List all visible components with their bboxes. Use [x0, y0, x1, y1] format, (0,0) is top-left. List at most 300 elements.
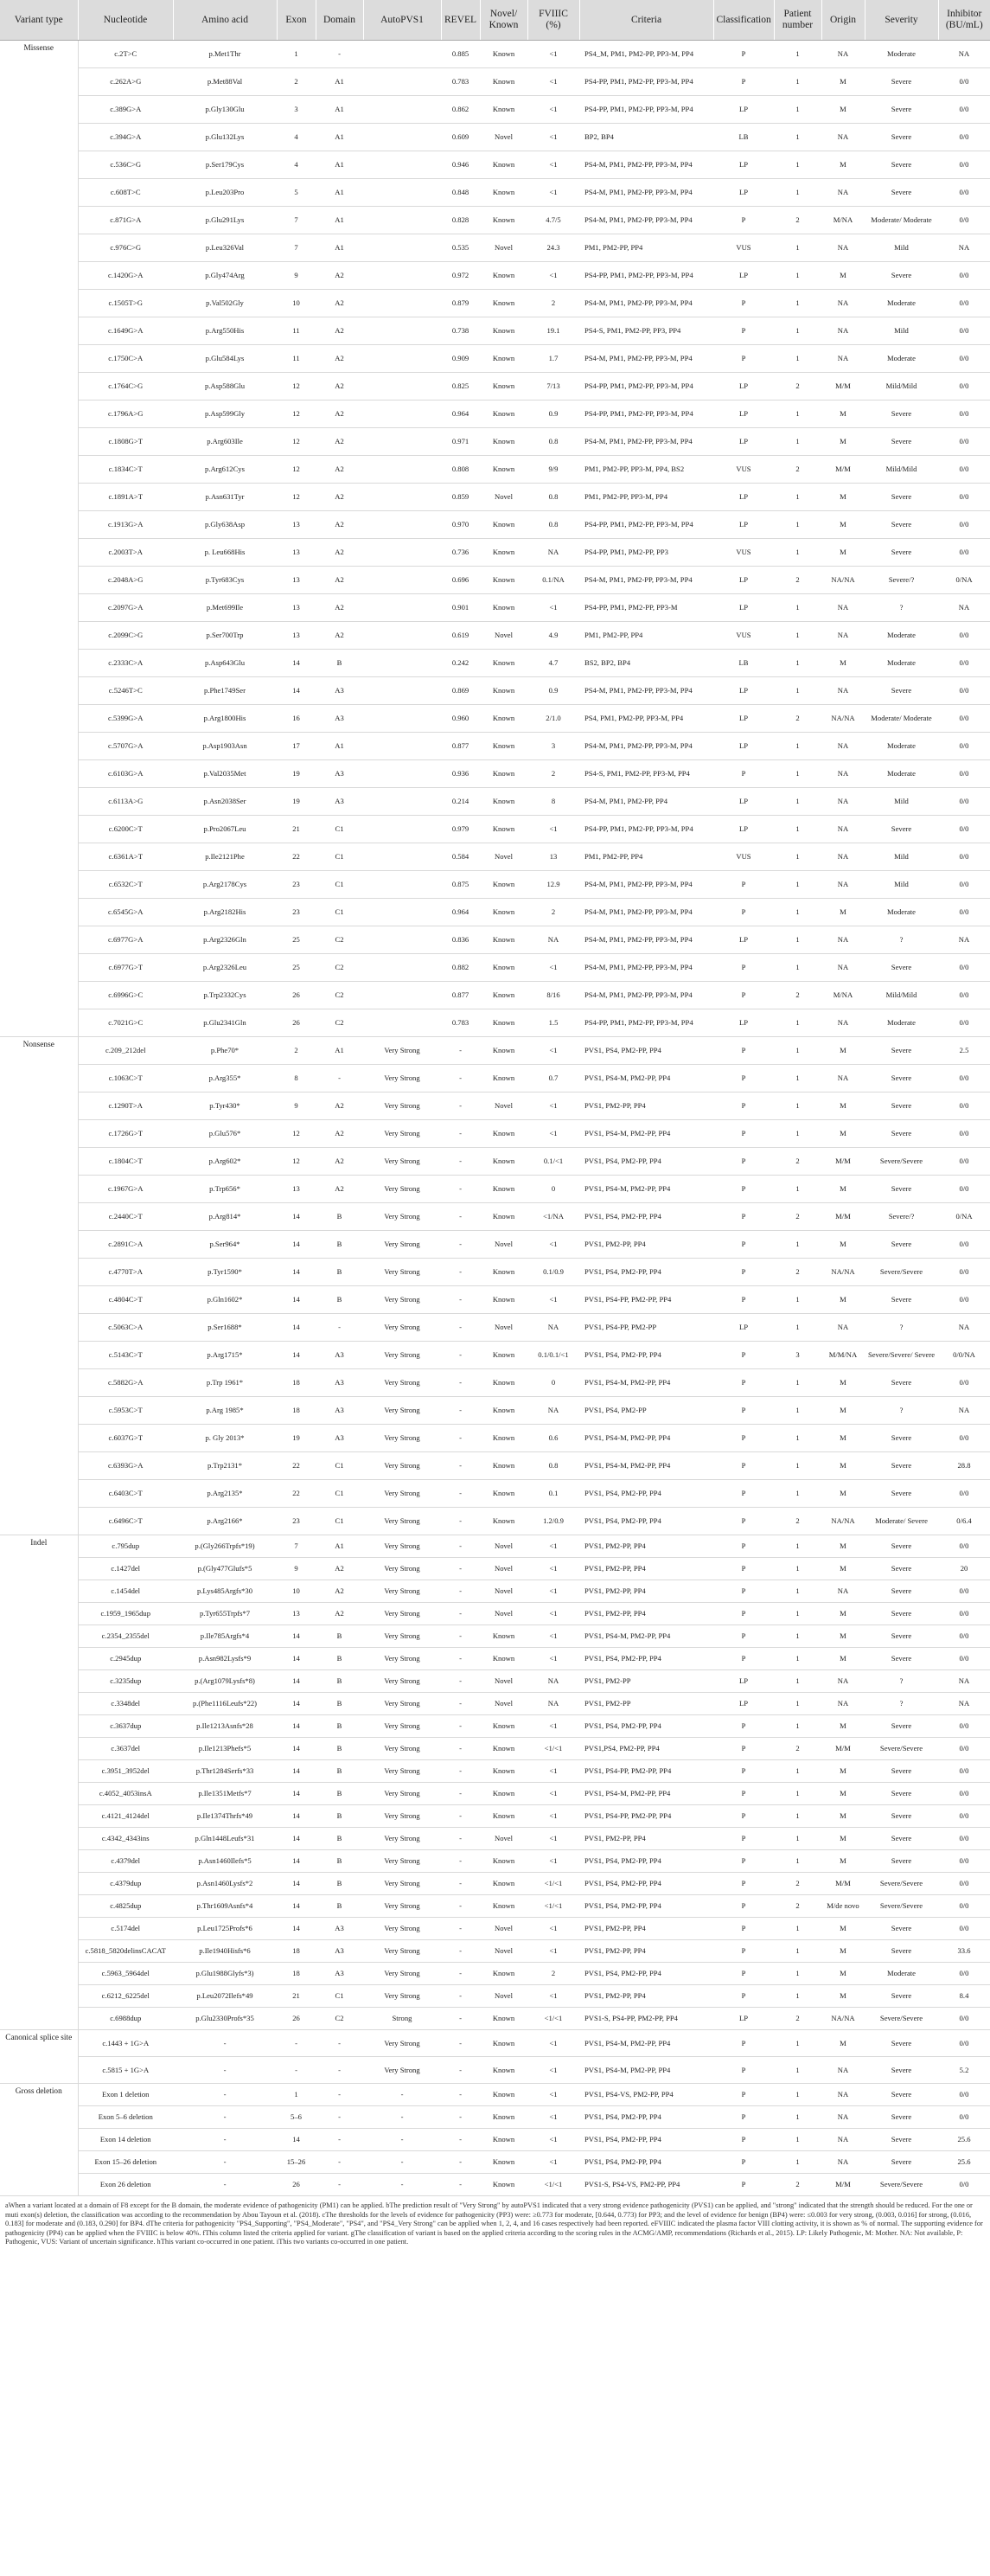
nucleotide-cell: c.1913G>A: [78, 511, 173, 539]
severity-cell: Severe: [865, 1452, 938, 1480]
table-row: [0, 262, 990, 290]
nucleotide-cell: c.6113A>G: [78, 788, 173, 816]
revel-cell: 0.964: [441, 400, 480, 428]
table-row: [0, 1715, 990, 1738]
fviiic-cell: 0.1: [527, 1480, 579, 1508]
fviiic-cell: <1: [527, 2084, 579, 2106]
amino-acid-cell: p.Leu326Val: [173, 234, 277, 262]
table-row: [0, 2106, 990, 2129]
criteria-cell: PVS1, PS4-PP, PM2-PP, PP4: [579, 1286, 713, 1314]
exon-cell: 23: [277, 1508, 316, 1535]
patient-number-cell: 2: [774, 456, 821, 484]
fviiic-cell: 2: [527, 290, 579, 317]
classification-cell: P: [713, 2129, 774, 2151]
severity-cell: Moderate/ Moderate: [865, 705, 938, 733]
novel-known-cell: Novel: [480, 1580, 527, 1603]
column-header: Variant type: [0, 0, 78, 41]
domain-cell: A2: [316, 1558, 363, 1580]
autopvs1-cell: Very Strong: [363, 1985, 441, 2008]
origin-cell: M: [821, 1425, 865, 1452]
inhibitor-cell: 25.6: [938, 2151, 990, 2174]
revel-cell: -: [441, 2151, 480, 2174]
autopvs1-cell: Very Strong: [363, 1369, 441, 1397]
classification-cell: P: [713, 1940, 774, 1963]
severity-cell: ?: [865, 1670, 938, 1693]
autopvs1-cell: -: [363, 2106, 441, 2129]
patient-number-cell: 1: [774, 317, 821, 345]
patient-number-cell: 1: [774, 677, 821, 705]
revel-cell: 0.882: [441, 954, 480, 982]
novel-known-cell: Known: [480, 290, 527, 317]
domain-cell: A2: [316, 373, 363, 400]
nucleotide-cell: c.209_212del: [78, 1037, 173, 1065]
patient-number-cell: 1: [774, 733, 821, 760]
novel-known-cell: Known: [480, 1452, 527, 1480]
novel-known-cell: Known: [480, 179, 527, 207]
patient-number-cell: 1: [774, 1648, 821, 1670]
severity-cell: Mild/Mild: [865, 456, 938, 484]
autopvs1-cell: Very Strong: [363, 1425, 441, 1452]
table-row: [0, 1828, 990, 1850]
severity-cell: Severe: [865, 2151, 938, 2174]
fviiic-cell: <1: [527, 1985, 579, 2008]
autopvs1-cell: [363, 124, 441, 151]
domain-cell: B: [316, 1286, 363, 1314]
fviiic-cell: 0: [527, 1176, 579, 1203]
amino-acid-cell: -: [173, 2057, 277, 2084]
patient-number-cell: 1: [774, 1940, 821, 1963]
inhibitor-cell: 0/0: [938, 400, 990, 428]
fviiic-cell: <1: [527, 1120, 579, 1148]
fviiic-cell: <1/NA: [527, 1203, 579, 1231]
amino-acid-cell: p.Asn631Tyr: [173, 484, 277, 511]
amino-acid-cell: p.Glu2341Gln: [173, 1009, 277, 1037]
criteria-cell: PS4-S, PM1, PM2-PP, PP3, PP4: [579, 317, 713, 345]
revel-cell: -: [441, 1873, 480, 1895]
patient-number-cell: 2: [774, 705, 821, 733]
patient-number-cell: 1: [774, 1760, 821, 1783]
exon-cell: 9: [277, 1093, 316, 1120]
fviiic-cell: NA: [527, 1314, 579, 1342]
origin-cell: NA: [821, 2057, 865, 2084]
revel-cell: -: [441, 1259, 480, 1286]
severity-cell: Moderate: [865, 290, 938, 317]
nucleotide-cell: c.4770T>A: [78, 1259, 173, 1286]
domain-cell: A1: [316, 96, 363, 124]
inhibitor-cell: 0/0: [938, 1120, 990, 1148]
classification-cell: P: [713, 1918, 774, 1940]
classification-cell: VUS: [713, 539, 774, 567]
inhibitor-cell: NA: [938, 1693, 990, 1715]
origin-cell: NA/NA: [821, 705, 865, 733]
revel-cell: -: [441, 1760, 480, 1783]
exon-cell: 14: [277, 677, 316, 705]
severity-cell: Severe: [865, 1985, 938, 2008]
novel-known-cell: Known: [480, 1715, 527, 1738]
criteria-cell: PVS1, PS4, PM2-PP, PP4: [579, 1648, 713, 1670]
amino-acid-cell: p.Asn2038Ser: [173, 788, 277, 816]
origin-cell: M/M: [821, 1148, 865, 1176]
fviiic-cell: <1: [527, 96, 579, 124]
nucleotide-cell: c.2440C>T: [78, 1203, 173, 1231]
nucleotide-cell: c.795dup: [78, 1535, 173, 1558]
criteria-cell: PS4-PP, PM1, PM2-PP, PP3-M, PP4: [579, 262, 713, 290]
origin-cell: M: [821, 650, 865, 677]
revel-cell: -: [441, 1342, 480, 1369]
origin-cell: M: [821, 1037, 865, 1065]
exon-cell: 14: [277, 1873, 316, 1895]
nucleotide-cell: c.3951_3952del: [78, 1760, 173, 1783]
severity-cell: Mild: [865, 843, 938, 871]
novel-known-cell: Known: [480, 207, 527, 234]
inhibitor-cell: 0/0: [938, 677, 990, 705]
criteria-cell: PVS1, PS4-M, PM2-PP, PP4: [579, 1625, 713, 1648]
patient-number-cell: 1: [774, 179, 821, 207]
origin-cell: M: [821, 1231, 865, 1259]
nucleotide-cell: c.1804C>T: [78, 1148, 173, 1176]
classification-cell: P: [713, 760, 774, 788]
novel-known-cell: Novel: [480, 1314, 527, 1342]
fviiic-cell: <1: [527, 1535, 579, 1558]
table-row: [0, 1670, 990, 1693]
revel-cell: -: [441, 1895, 480, 1918]
inhibitor-cell: 5.2: [938, 2057, 990, 2084]
severity-cell: Severe: [865, 2084, 938, 2106]
fviiic-cell: 0.1/NA: [527, 567, 579, 594]
amino-acid-cell: p.Ile1213Asnfs*28: [173, 1715, 277, 1738]
table-row: [0, 1535, 990, 1558]
exon-cell: 14: [277, 1342, 316, 1369]
domain-cell: A3: [316, 1369, 363, 1397]
table-row: [0, 1760, 990, 1783]
novel-known-cell: Known: [480, 68, 527, 96]
classification-cell: VUS: [713, 622, 774, 650]
severity-cell: Severe: [865, 400, 938, 428]
criteria-cell: PVS1, PS4, PM2-PP, PP4: [579, 1715, 713, 1738]
revel-cell: -: [441, 1148, 480, 1176]
domain-cell: A3: [316, 677, 363, 705]
patient-number-cell: 3: [774, 1342, 821, 1369]
classification-cell: P: [713, 2030, 774, 2057]
nucleotide-cell: c.5143C>T: [78, 1342, 173, 1369]
severity-cell: Severe: [865, 151, 938, 179]
fviiic-cell: <1: [527, 1783, 579, 1805]
autopvs1-cell: Very Strong: [363, 1286, 441, 1314]
origin-cell: NA: [821, 41, 865, 68]
table-row: [0, 68, 990, 96]
novel-known-cell: Known: [480, 567, 527, 594]
exon-cell: 2: [277, 1037, 316, 1065]
severity-cell: Severe: [865, 1558, 938, 1580]
nucleotide-cell: c.6496C>T: [78, 1508, 173, 1535]
autopvs1-cell: Very Strong: [363, 1648, 441, 1670]
inhibitor-cell: 8.4: [938, 1985, 990, 2008]
nucleotide-cell: c.2048A>G: [78, 567, 173, 594]
domain-cell: A3: [316, 1940, 363, 1963]
patient-number-cell: 1: [774, 1480, 821, 1508]
amino-acid-cell: p.Glu2330Profs*35: [173, 2008, 277, 2030]
revel-cell: 0.808: [441, 456, 480, 484]
origin-cell: M: [821, 1850, 865, 1873]
fviiic-cell: <1: [527, 1625, 579, 1648]
revel-cell: -: [441, 1603, 480, 1625]
inhibitor-cell: NA: [938, 1670, 990, 1693]
column-header: Classification: [713, 0, 774, 41]
amino-acid-cell: p.Pro2067Leu: [173, 816, 277, 843]
fviiic-cell: <1: [527, 1558, 579, 1580]
fviiic-cell: <1: [527, 1231, 579, 1259]
classification-cell: P: [713, 1580, 774, 1603]
header-row: [0, 0, 990, 41]
classification-cell: P: [713, 1760, 774, 1783]
nucleotide-cell: c.5963_5964del: [78, 1963, 173, 1985]
severity-cell: Severe/Severe: [865, 1738, 938, 1760]
exon-cell: 8: [277, 1065, 316, 1093]
revel-cell: 0.979: [441, 816, 480, 843]
table-row: [0, 2084, 990, 2106]
fviiic-cell: <1: [527, 2129, 579, 2151]
origin-cell: M/M: [821, 456, 865, 484]
severity-cell: Mild: [865, 317, 938, 345]
severity-cell: Moderate: [865, 1009, 938, 1037]
table-row: [0, 1508, 990, 1535]
criteria-cell: PM1, PM2-PP, PP4: [579, 843, 713, 871]
classification-cell: P: [713, 1985, 774, 2008]
inhibitor-cell: 0/0: [938, 317, 990, 345]
autopvs1-cell: [363, 788, 441, 816]
inhibitor-cell: 0/0: [938, 1783, 990, 1805]
criteria-cell: PVS1, PM2-PP, PP4: [579, 1940, 713, 1963]
exon-cell: 12: [277, 400, 316, 428]
table-row: [0, 1783, 990, 1805]
domain-cell: A2: [316, 1176, 363, 1203]
domain-cell: A2: [316, 1120, 363, 1148]
exon-cell: 11: [277, 345, 316, 373]
criteria-cell: PVS1, PS4-M, PM2-PP, PP4: [579, 1452, 713, 1480]
table-header: [0, 0, 990, 41]
classification-cell: P: [713, 1259, 774, 1286]
novel-known-cell: Known: [480, 594, 527, 622]
revel-cell: -: [441, 1286, 480, 1314]
classification-cell: LP: [713, 1693, 774, 1715]
nucleotide-cell: c.5707G>A: [78, 733, 173, 760]
classification-cell: P: [713, 1452, 774, 1480]
novel-known-cell: Known: [480, 2151, 527, 2174]
classification-cell: P: [713, 1369, 774, 1397]
origin-cell: M/de novo: [821, 1895, 865, 1918]
nucleotide-cell: c.394G>A: [78, 124, 173, 151]
domain-cell: A2: [316, 1093, 363, 1120]
criteria-cell: PVS1, PS4-M, PM2-PP, PP4: [579, 1369, 713, 1397]
nucleotide-cell: c.1420G>A: [78, 262, 173, 290]
amino-acid-cell: p. Leu668His: [173, 539, 277, 567]
severity-cell: Severe: [865, 511, 938, 539]
novel-known-cell: Known: [480, 1805, 527, 1828]
amino-acid-cell: p.Leu203Pro: [173, 179, 277, 207]
nucleotide-cell: c.5246T>C: [78, 677, 173, 705]
exon-cell: 26: [277, 2174, 316, 2196]
classification-cell: LP: [713, 1670, 774, 1693]
origin-cell: M: [821, 262, 865, 290]
revel-cell: 0.960: [441, 705, 480, 733]
patient-number-cell: 1: [774, 899, 821, 926]
table-row: [0, 1065, 990, 1093]
origin-cell: M: [821, 1828, 865, 1850]
fviiic-cell: NA: [527, 1670, 579, 1693]
domain-cell: A2: [316, 428, 363, 456]
table-row: [0, 1895, 990, 1918]
novel-known-cell: Known: [480, 1783, 527, 1805]
classification-cell: LB: [713, 124, 774, 151]
criteria-cell: PVS1, PM2-PP, PP4: [579, 1231, 713, 1259]
patient-number-cell: 2: [774, 1873, 821, 1895]
novel-known-cell: Novel: [480, 1828, 527, 1850]
classification-cell: VUS: [713, 843, 774, 871]
autopvs1-cell: -: [363, 2129, 441, 2151]
fviiic-cell: <1: [527, 954, 579, 982]
table-body: [0, 41, 990, 2196]
patient-number-cell: 1: [774, 68, 821, 96]
column-header: Inhibitor (BU/mL): [938, 0, 990, 41]
autopvs1-cell: [363, 179, 441, 207]
patient-number-cell: 1: [774, 484, 821, 511]
severity-cell: Severe: [865, 539, 938, 567]
exon-cell: 12: [277, 1120, 316, 1148]
fviiic-cell: <1: [527, 2030, 579, 2057]
domain-cell: A1: [316, 207, 363, 234]
fviiic-cell: 0.8: [527, 511, 579, 539]
nucleotide-cell: c.6996G>C: [78, 982, 173, 1009]
criteria-cell: PVS1, PS4, PM2-PP, PP4: [579, 2106, 713, 2129]
origin-cell: M: [821, 1760, 865, 1783]
domain-cell: A3: [316, 705, 363, 733]
criteria-cell: PS4-M, PM1, PM2-PP, PP3-M, PP4: [579, 899, 713, 926]
amino-acid-cell: -: [173, 2151, 277, 2174]
origin-cell: M: [821, 96, 865, 124]
patient-number-cell: 1: [774, 1065, 821, 1093]
origin-cell: M/M/NA: [821, 1342, 865, 1369]
revel-cell: 0.875: [441, 871, 480, 899]
criteria-cell: PS4-M, PM1, PM2-PP, PP3-M, PP4: [579, 345, 713, 373]
origin-cell: M: [821, 511, 865, 539]
table-row: [0, 1558, 990, 1580]
revel-cell: -: [441, 1918, 480, 1940]
inhibitor-cell: 0/0: [938, 1425, 990, 1452]
table-row: [0, 788, 990, 816]
domain-cell: A1: [316, 733, 363, 760]
autopvs1-cell: Strong: [363, 2008, 441, 2030]
revel-cell: 0.214: [441, 788, 480, 816]
revel-cell: -: [441, 1093, 480, 1120]
origin-cell: M: [821, 1535, 865, 1558]
fviiic-cell: <1/<1: [527, 2174, 579, 2196]
autopvs1-cell: [363, 843, 441, 871]
amino-acid-cell: p.Asp599Gly: [173, 400, 277, 428]
nucleotide-cell: c.6977G>A: [78, 926, 173, 954]
origin-cell: NA: [821, 1693, 865, 1715]
origin-cell: NA: [821, 1314, 865, 1342]
nucleotide-cell: c.5174del: [78, 1918, 173, 1940]
fviiic-cell: 19.1: [527, 317, 579, 345]
patient-number-cell: 2: [774, 1148, 821, 1176]
nucleotide-cell: c.3235dup: [78, 1670, 173, 1693]
domain-cell: -: [316, 2084, 363, 2106]
origin-cell: NA: [821, 1580, 865, 1603]
severity-cell: Severe: [865, 1535, 938, 1558]
severity-cell: Severe: [865, 179, 938, 207]
table-row: [0, 1425, 990, 1452]
autopvs1-cell: Very Strong: [363, 1508, 441, 1535]
revel-cell: -: [441, 1425, 480, 1452]
autopvs1-cell: [363, 567, 441, 594]
exon-cell: 22: [277, 1480, 316, 1508]
nucleotide-cell: c.3637dup: [78, 1715, 173, 1738]
table-row: [0, 899, 990, 926]
patient-number-cell: 2: [774, 567, 821, 594]
severity-cell: Severe: [865, 2129, 938, 2151]
exon-cell: 14: [277, 1203, 316, 1231]
origin-cell: M/M: [821, 373, 865, 400]
amino-acid-cell: p.Val2035Met: [173, 760, 277, 788]
severity-cell: Severe: [865, 1918, 938, 1940]
exon-cell: 13: [277, 567, 316, 594]
novel-known-cell: Known: [480, 1065, 527, 1093]
criteria-cell: PVS1-S, PS4-PP, PM2-PP, PP4: [579, 2008, 713, 2030]
fviiic-cell: 0.1/0.9: [527, 1259, 579, 1286]
domain-cell: B: [316, 1828, 363, 1850]
autopvs1-cell: [363, 234, 441, 262]
inhibitor-cell: 2.5: [938, 1037, 990, 1065]
exon-cell: 23: [277, 899, 316, 926]
criteria-cell: PVS1, PS4, PM2-PP, PP4: [579, 1508, 713, 1535]
inhibitor-cell: 0/0: [938, 2106, 990, 2129]
classification-cell: P: [713, 2057, 774, 2084]
nucleotide-cell: c.5818_5820delinsCACAT: [78, 1940, 173, 1963]
amino-acid-cell: p.Asp588Glu: [173, 373, 277, 400]
novel-known-cell: Known: [480, 705, 527, 733]
domain-cell: A2: [316, 317, 363, 345]
origin-cell: M: [821, 1558, 865, 1580]
novel-known-cell: Known: [480, 760, 527, 788]
origin-cell: M: [821, 2030, 865, 2057]
amino-acid-cell: p.Arg2135*: [173, 1480, 277, 1508]
classification-cell: P: [713, 1828, 774, 1850]
column-header: Patient number: [774, 0, 821, 41]
exon-cell: 21: [277, 1985, 316, 2008]
autopvs1-cell: Very Strong: [363, 1693, 441, 1715]
exon-cell: -: [277, 2030, 316, 2057]
severity-cell: Severe: [865, 1065, 938, 1093]
exon-cell: 18: [277, 1397, 316, 1425]
autopvs1-cell: Very Strong: [363, 1480, 441, 1508]
criteria-cell: PVS1, PS4, PM2-PP, PP4: [579, 1259, 713, 1286]
fviiic-cell: 2: [527, 760, 579, 788]
patient-number-cell: 1: [774, 428, 821, 456]
inhibitor-cell: NA: [938, 926, 990, 954]
amino-acid-cell: p.Met699Ile: [173, 594, 277, 622]
domain-cell: C1: [316, 816, 363, 843]
nucleotide-cell: c.1427del: [78, 1558, 173, 1580]
patient-number-cell: 1: [774, 1425, 821, 1452]
classification-cell: LP: [713, 179, 774, 207]
nucleotide-cell: c.2354_2355del: [78, 1625, 173, 1648]
nucleotide-cell: Exon 26 deletion: [78, 2174, 173, 2196]
patient-number-cell: 1: [774, 954, 821, 982]
revel-cell: 0.609: [441, 124, 480, 151]
column-header: Novel/ Known: [480, 0, 527, 41]
severity-cell: Severe: [865, 1828, 938, 1850]
domain-cell: A1: [316, 1037, 363, 1065]
